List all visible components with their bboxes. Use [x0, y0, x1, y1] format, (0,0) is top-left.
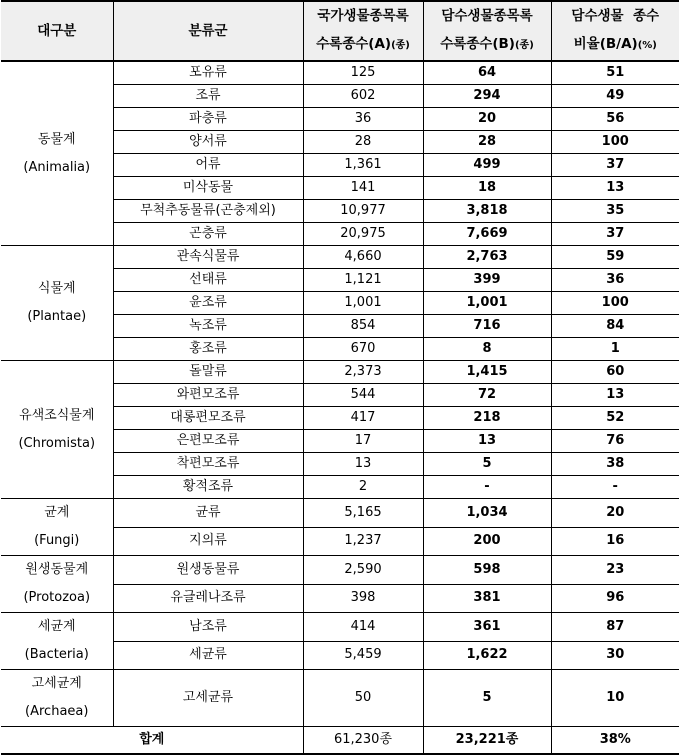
taxon-cell: 은편모조류: [113, 430, 303, 453]
national-count-cell: 602: [303, 85, 423, 108]
taxon-cell: 조류: [113, 85, 303, 108]
national-count-cell: 1,361: [303, 154, 423, 177]
ratio-cell: 51: [551, 61, 679, 85]
table-header-row: [1, 1, 679, 61]
header-ratio-line2: 비율(B/A): [573, 36, 638, 52]
header-ratio-line1: 담수생물 종수: [571, 8, 660, 24]
total-freshwater: 23,221종: [423, 727, 551, 755]
freshwater-count-cell: 200: [423, 527, 551, 556]
major-class-cell: [1, 361, 113, 499]
national-count-cell: 544: [303, 384, 423, 407]
ratio-cell: 37: [551, 154, 679, 177]
ratio-cell: 10: [551, 670, 679, 727]
table-row: [1, 499, 679, 528]
national-count-cell: 1,001: [303, 292, 423, 315]
taxon-cell: 곤충류: [113, 223, 303, 246]
total-label: 합계: [1, 727, 303, 755]
taxon-cell: 남조류: [113, 613, 303, 642]
national-count-cell: 36: [303, 108, 423, 131]
header-freshwater-line2: 수록종수(B): [440, 36, 515, 52]
national-count-cell: 28: [303, 131, 423, 154]
ratio-cell: 13: [551, 177, 679, 200]
header-national-line2: 수록종수(A): [316, 36, 392, 52]
major-class-cell: [1, 670, 113, 727]
taxon-cell: 양서류: [113, 131, 303, 154]
major-class-latin: (Protozoa): [23, 590, 91, 605]
taxon-cell: 대롱편모조류: [113, 407, 303, 430]
ratio-cell: 84: [551, 315, 679, 338]
freshwater-count-cell: 1,415: [423, 361, 551, 384]
freshwater-count-cell: 72: [423, 384, 551, 407]
freshwater-count-cell: 64: [423, 61, 551, 85]
major-class-latin: (Chromista): [18, 435, 96, 451]
national-count-cell: 5,165: [303, 499, 423, 528]
header-major-class: 대구분: [1, 1, 113, 61]
taxon-cell: 돌말류: [113, 361, 303, 384]
major-class-cell: [1, 246, 113, 361]
header-taxon: 분류군: [113, 1, 303, 61]
national-count-cell: 398: [303, 584, 423, 613]
total-ratio: 38%: [551, 727, 679, 755]
major-class-cell: [1, 61, 113, 246]
header-ratio: [551, 1, 679, 61]
freshwater-count-cell: 294: [423, 85, 551, 108]
freshwater-count-cell: 3,818: [423, 200, 551, 223]
taxon-cell: 윤조류: [113, 292, 303, 315]
freshwater-count-cell: 1,622: [423, 641, 551, 670]
national-count-cell: 5,459: [303, 641, 423, 670]
freshwater-count-cell: 18: [423, 177, 551, 200]
national-count-cell: 670: [303, 338, 423, 361]
freshwater-count-cell: 381: [423, 584, 551, 613]
taxon-cell: 착편모조류: [113, 453, 303, 476]
freshwater-count-cell: 218: [423, 407, 551, 430]
national-count-cell: 50: [303, 670, 423, 727]
ratio-cell: 13: [551, 384, 679, 407]
ratio-cell: 87: [551, 613, 679, 642]
table-row: [1, 670, 679, 727]
ratio-cell: 59: [551, 246, 679, 269]
major-class-name: 동물계: [37, 131, 76, 147]
national-count-cell: 10,977: [303, 200, 423, 223]
national-count-cell: 13: [303, 453, 423, 476]
freshwater-count-cell: 499: [423, 154, 551, 177]
national-count-cell: 414: [303, 613, 423, 642]
header-ratio-unit: (%): [637, 40, 657, 51]
ratio-cell: 35: [551, 200, 679, 223]
table-row: [1, 61, 679, 85]
header-national-unit: (종): [391, 40, 410, 51]
freshwater-count-cell: 8: [423, 338, 551, 361]
major-class-cell: [1, 499, 113, 556]
national-count-cell: 1,237: [303, 527, 423, 556]
national-count-cell: 2: [303, 476, 423, 499]
major-class-name: 유색조식물계: [19, 407, 95, 423]
ratio-cell: 1: [551, 338, 679, 361]
freshwater-count-cell: 13: [423, 430, 551, 453]
table-row: [1, 556, 679, 585]
national-count-cell: 2,373: [303, 361, 423, 384]
national-count-cell: 1,121: [303, 269, 423, 292]
ratio-cell: 76: [551, 430, 679, 453]
national-count-cell: 417: [303, 407, 423, 430]
taxon-cell: 어류: [113, 154, 303, 177]
major-class-name: 원생동물계: [25, 562, 89, 577]
major-class-cell: [1, 613, 113, 670]
ratio-cell: -: [551, 476, 679, 499]
total-row: [1, 727, 679, 755]
freshwater-count-cell: 598: [423, 556, 551, 585]
taxon-cell: 포유류: [113, 61, 303, 85]
major-class-cell: [1, 556, 113, 613]
taxon-cell: 지의류: [113, 527, 303, 556]
taxon-cell: 세균류: [113, 641, 303, 670]
ratio-cell: 23: [551, 556, 679, 585]
national-count-cell: 854: [303, 315, 423, 338]
ratio-cell: 49: [551, 85, 679, 108]
ratio-cell: 100: [551, 131, 679, 154]
freshwater-count-cell: 5: [423, 453, 551, 476]
freshwater-count-cell: 20: [423, 108, 551, 131]
taxon-cell: 유글레나조류: [113, 584, 303, 613]
ratio-cell: 56: [551, 108, 679, 131]
ratio-cell: 96: [551, 584, 679, 613]
major-class-latin: (Bacteria): [24, 647, 89, 662]
table-body: [1, 61, 679, 727]
freshwater-count-cell: 716: [423, 315, 551, 338]
ratio-cell: 20: [551, 499, 679, 528]
major-class-latin: (Fungi): [34, 533, 80, 548]
table-row: [1, 246, 679, 269]
taxon-cell: 무척추동물류(곤충제외): [113, 200, 303, 223]
ratio-cell: 52: [551, 407, 679, 430]
taxon-cell: 녹조류: [113, 315, 303, 338]
ratio-cell: 100: [551, 292, 679, 315]
header-national-count: [303, 1, 423, 61]
national-count-cell: 125: [303, 61, 423, 85]
species-table: [1, 0, 679, 755]
freshwater-count-cell: 7,669: [423, 223, 551, 246]
major-class-latin: (Archaea): [25, 704, 89, 719]
taxon-cell: 고세균류: [113, 670, 303, 727]
freshwater-count-cell: 361: [423, 613, 551, 642]
taxon-cell: 파충류: [113, 108, 303, 131]
taxon-cell: 와편모조류: [113, 384, 303, 407]
major-class-latin: (Animalia): [23, 159, 91, 175]
header-national-line1: 국가생물종목록: [317, 8, 409, 24]
national-count-cell: 20,975: [303, 223, 423, 246]
ratio-cell: 36: [551, 269, 679, 292]
freshwater-count-cell: 28: [423, 131, 551, 154]
freshwater-count-cell: -: [423, 476, 551, 499]
national-count-cell: 2,590: [303, 556, 423, 585]
header-freshwater-count: [423, 1, 551, 61]
ratio-cell: 37: [551, 223, 679, 246]
taxon-cell: 황적조류: [113, 476, 303, 499]
header-freshwater-unit: (종): [514, 40, 534, 51]
taxon-cell: 관속식물류: [113, 246, 303, 269]
taxon-cell: 홍조류: [113, 338, 303, 361]
freshwater-count-cell: 5: [423, 670, 551, 727]
taxon-cell: 선태류: [113, 269, 303, 292]
taxon-cell: 균류: [113, 499, 303, 528]
freshwater-count-cell: 1,034: [423, 499, 551, 528]
total-national: 61,230종: [303, 727, 423, 755]
taxon-cell: 미삭동물: [113, 177, 303, 200]
ratio-cell: 60: [551, 361, 679, 384]
major-class-name: 고세균계: [31, 676, 82, 691]
freshwater-count-cell: 399: [423, 269, 551, 292]
table-row: [1, 613, 679, 642]
ratio-cell: 16: [551, 527, 679, 556]
major-class-latin: (Plantae): [27, 309, 87, 324]
ratio-cell: 30: [551, 641, 679, 670]
national-count-cell: 17: [303, 430, 423, 453]
national-count-cell: 4,660: [303, 246, 423, 269]
header-freshwater-line1: 담수생물종목록: [441, 8, 533, 24]
taxon-cell: 원생동물류: [113, 556, 303, 585]
major-class-name: 세균계: [37, 619, 76, 634]
major-class-name: 식물계: [37, 281, 76, 296]
ratio-cell: 38: [551, 453, 679, 476]
freshwater-count-cell: 2,763: [423, 246, 551, 269]
major-class-name: 균계: [44, 505, 70, 520]
table-row: [1, 361, 679, 384]
freshwater-count-cell: 1,001: [423, 292, 551, 315]
national-count-cell: 141: [303, 177, 423, 200]
